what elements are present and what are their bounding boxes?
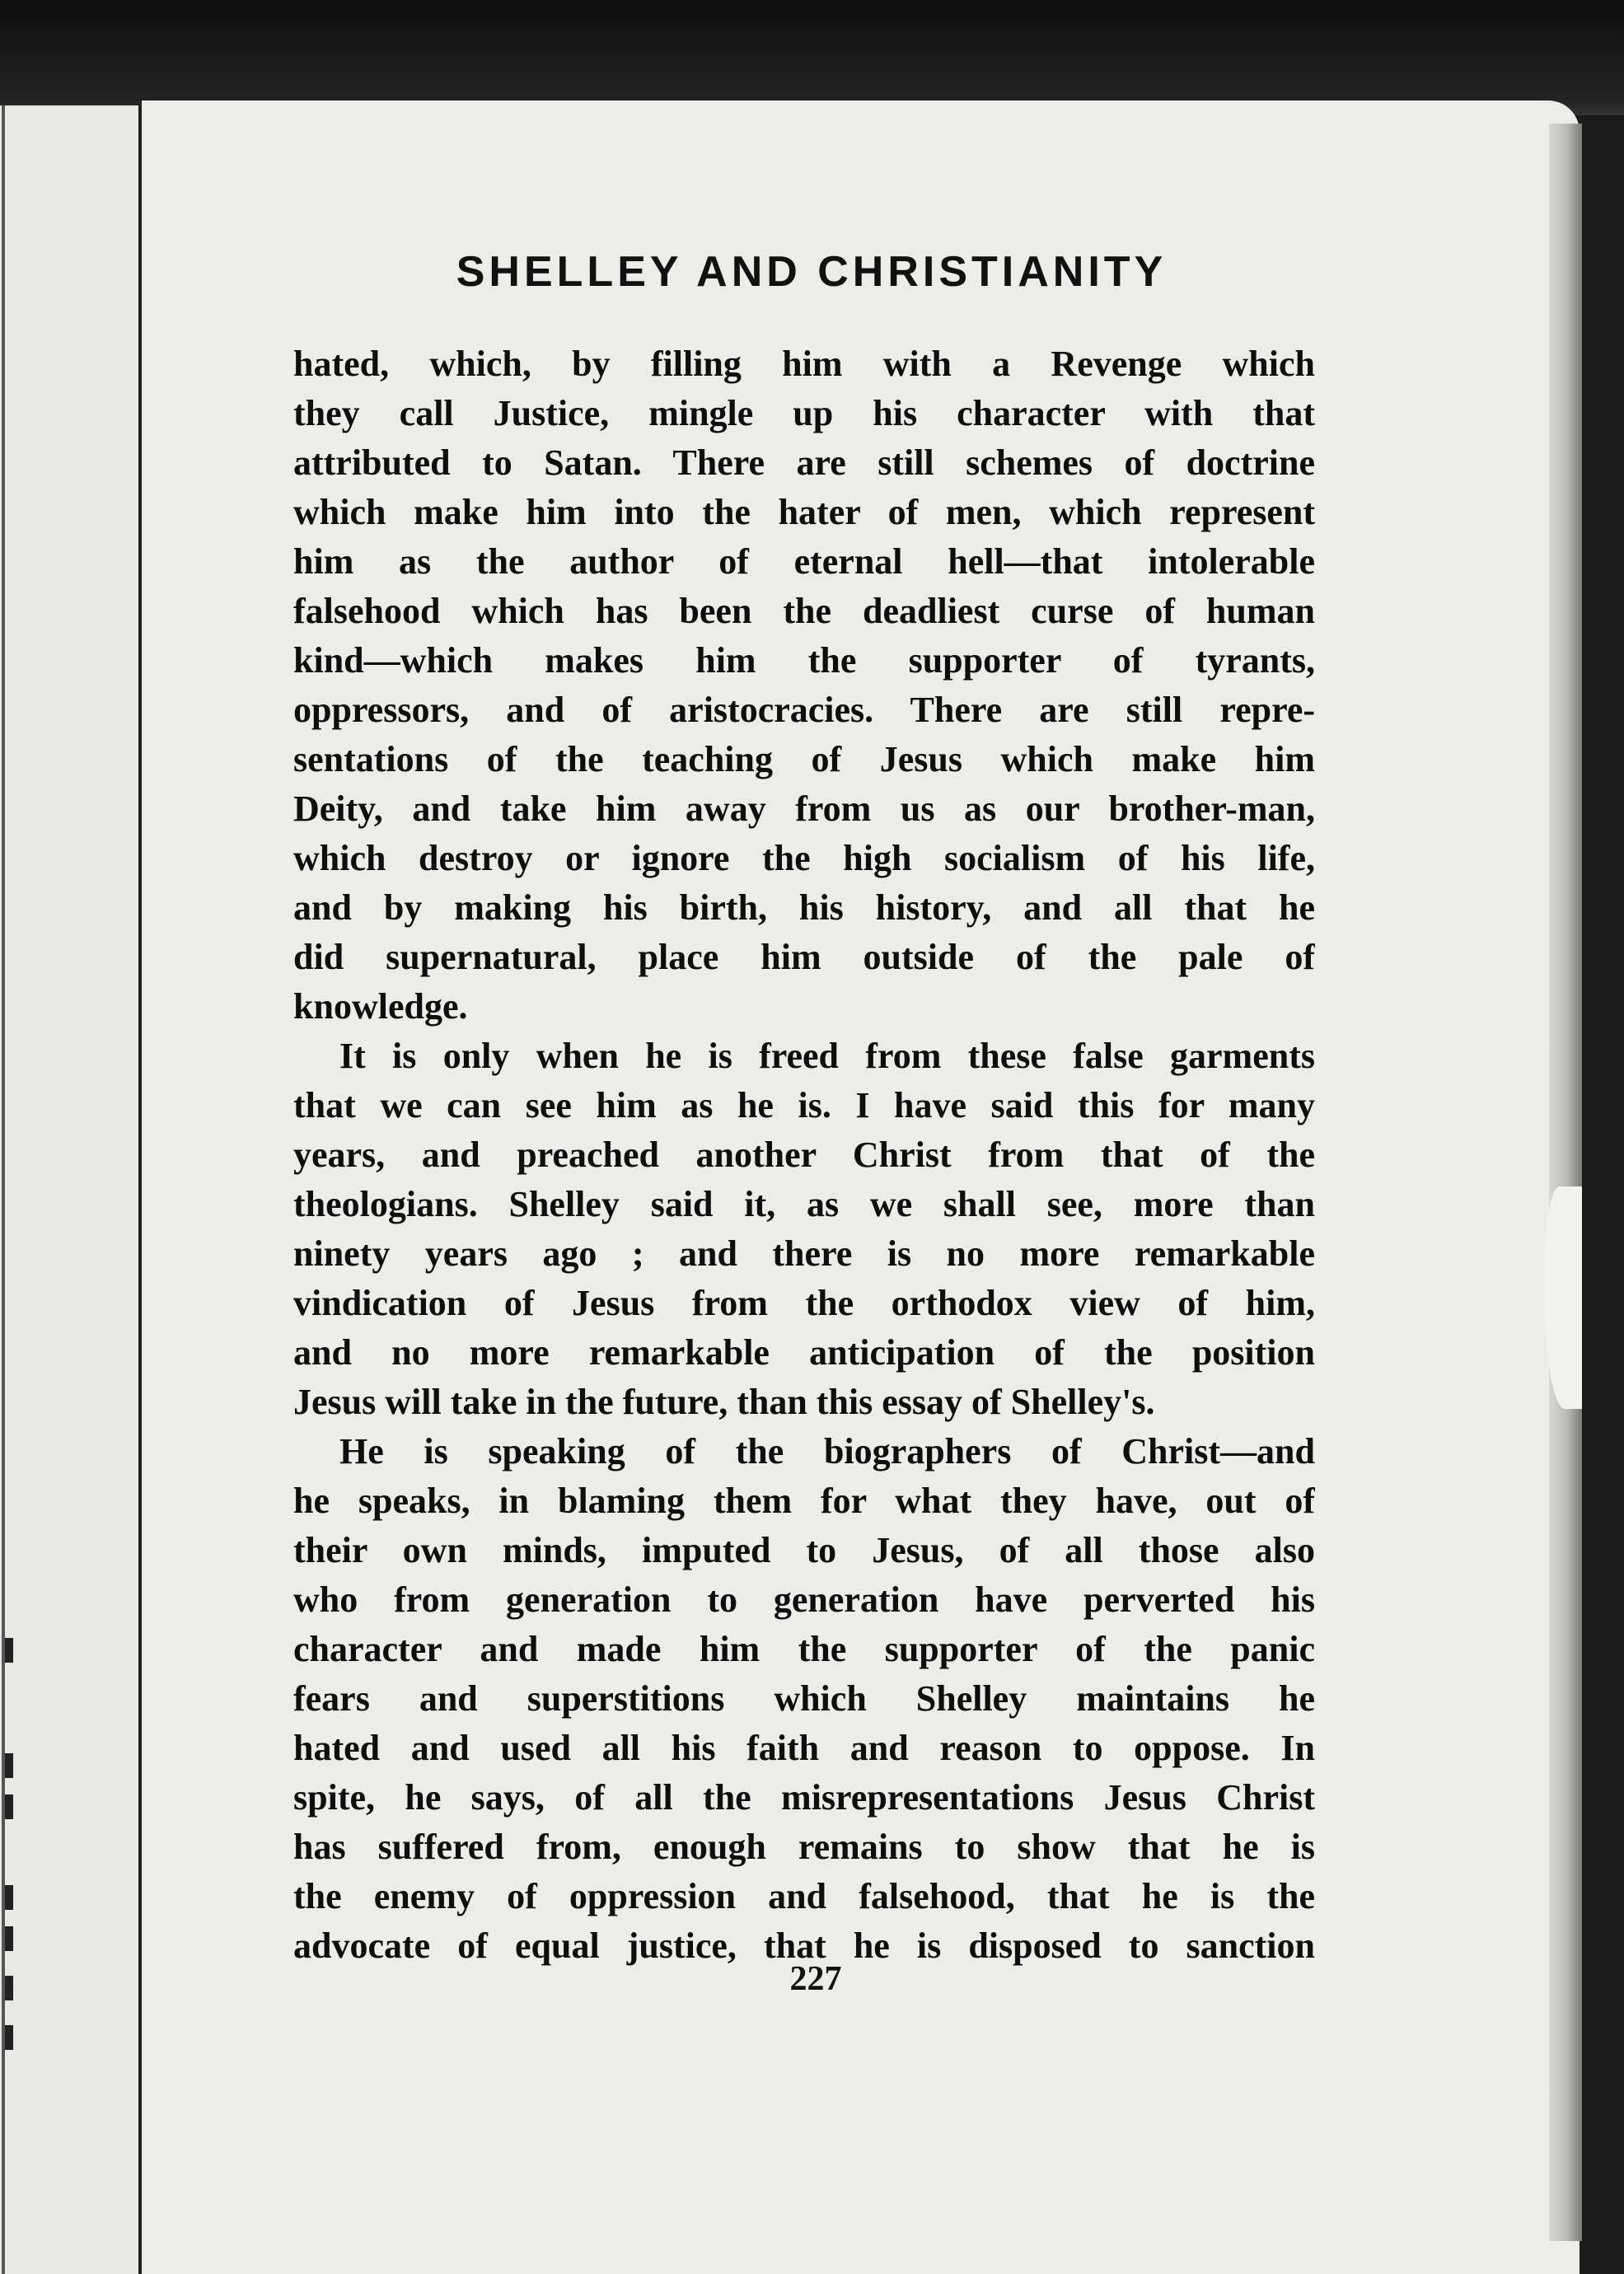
text-line: he speaks, in blaming them for what they have, out of (293, 1481, 1315, 1521)
text-line: who from generation to generation have perverted his (293, 1579, 1315, 1620)
text-line: which make him into the hater of men, which represent (293, 492, 1315, 532)
page-tear (1544, 1186, 1582, 1409)
text-line: Jesus will take in the future, than this essay of Shelley's. (293, 1382, 1155, 1422)
text-line: character and made him the supporter of the panic (293, 1629, 1315, 1669)
text-line: spite, he says, of all the misrepresentations Jesus Christ (293, 1777, 1315, 1818)
text-line: kind—which makes him the supporter of tyrants, (293, 640, 1315, 681)
text-line: knowledge. (293, 986, 468, 1027)
text-line: fears and superstitions which Shelley maintains he (293, 1678, 1315, 1719)
text-line: they call Justice, mingle up his character with that (293, 393, 1315, 433)
text-line: Deity, and take him away from us as our brother-man, (293, 788, 1315, 829)
text-line: and no more remarkable anticipation of the position (293, 1332, 1315, 1373)
text-line: He is speaking of the biographers of Christ—and (339, 1431, 1315, 1472)
paragraph (293, 1032, 1315, 1427)
text-line: and by making his birth, his history, and all that he (293, 887, 1315, 928)
text-line: did supernatural, place him outside of the pale of (293, 937, 1315, 977)
text-line: theologians. Shelley said it, as we shall see, more than (293, 1184, 1315, 1224)
paragraph (293, 1427, 1315, 1971)
text-line: years, and preached another Christ from that of the (293, 1135, 1315, 1175)
text-line: hated and used all his faith and reason to oppose. In (293, 1728, 1315, 1768)
text-line: vindication of Jesus from the orthodox view of him, (293, 1283, 1315, 1323)
text-line: It is only when he is freed from these false garments (339, 1036, 1315, 1076)
text-line: that we can see him as he is. I have said this for many (293, 1085, 1315, 1125)
text-line: ninety years ago ; and there is no more remarkable (293, 1233, 1315, 1274)
text-line: falsehood which has been the deadliest curse of human (293, 591, 1315, 631)
text-line: him as the author of eternal hell—that intolerable (293, 541, 1315, 582)
text-line: which destroy or ignore the high socialism of his life, (293, 838, 1315, 878)
scan-background (0, 0, 1624, 115)
body-text (293, 339, 1315, 1971)
text-line: attributed to Satan. There are still schemes of doctrine (293, 442, 1315, 483)
bleed-through-marks (5, 1638, 21, 2149)
text-line: sentations of the teaching of Jesus which make him (293, 739, 1315, 779)
running-head: SHELLEY AND CHRISTIANITY (456, 248, 1168, 296)
page-number: 227 (789, 1960, 842, 1998)
text-line: their own minds, imputed to Jesus, of all those also (293, 1530, 1315, 1570)
text-line: has suffered from, enough remains to show that he is (293, 1827, 1315, 1867)
text-line: hated, which, by filling him with a Revenge which (293, 344, 1315, 384)
previous-page-edge (0, 105, 143, 2274)
text-line: oppressors, and of aristocracies. There are still repre- (293, 690, 1315, 730)
text-line: the enemy of oppression and falsehood, that he is the (293, 1876, 1315, 1916)
page-fore-edge (1549, 124, 1582, 2241)
paragraph (293, 339, 1315, 1032)
text-line: advocate of equal justice, that he is disposed to sanction (293, 1925, 1315, 1966)
